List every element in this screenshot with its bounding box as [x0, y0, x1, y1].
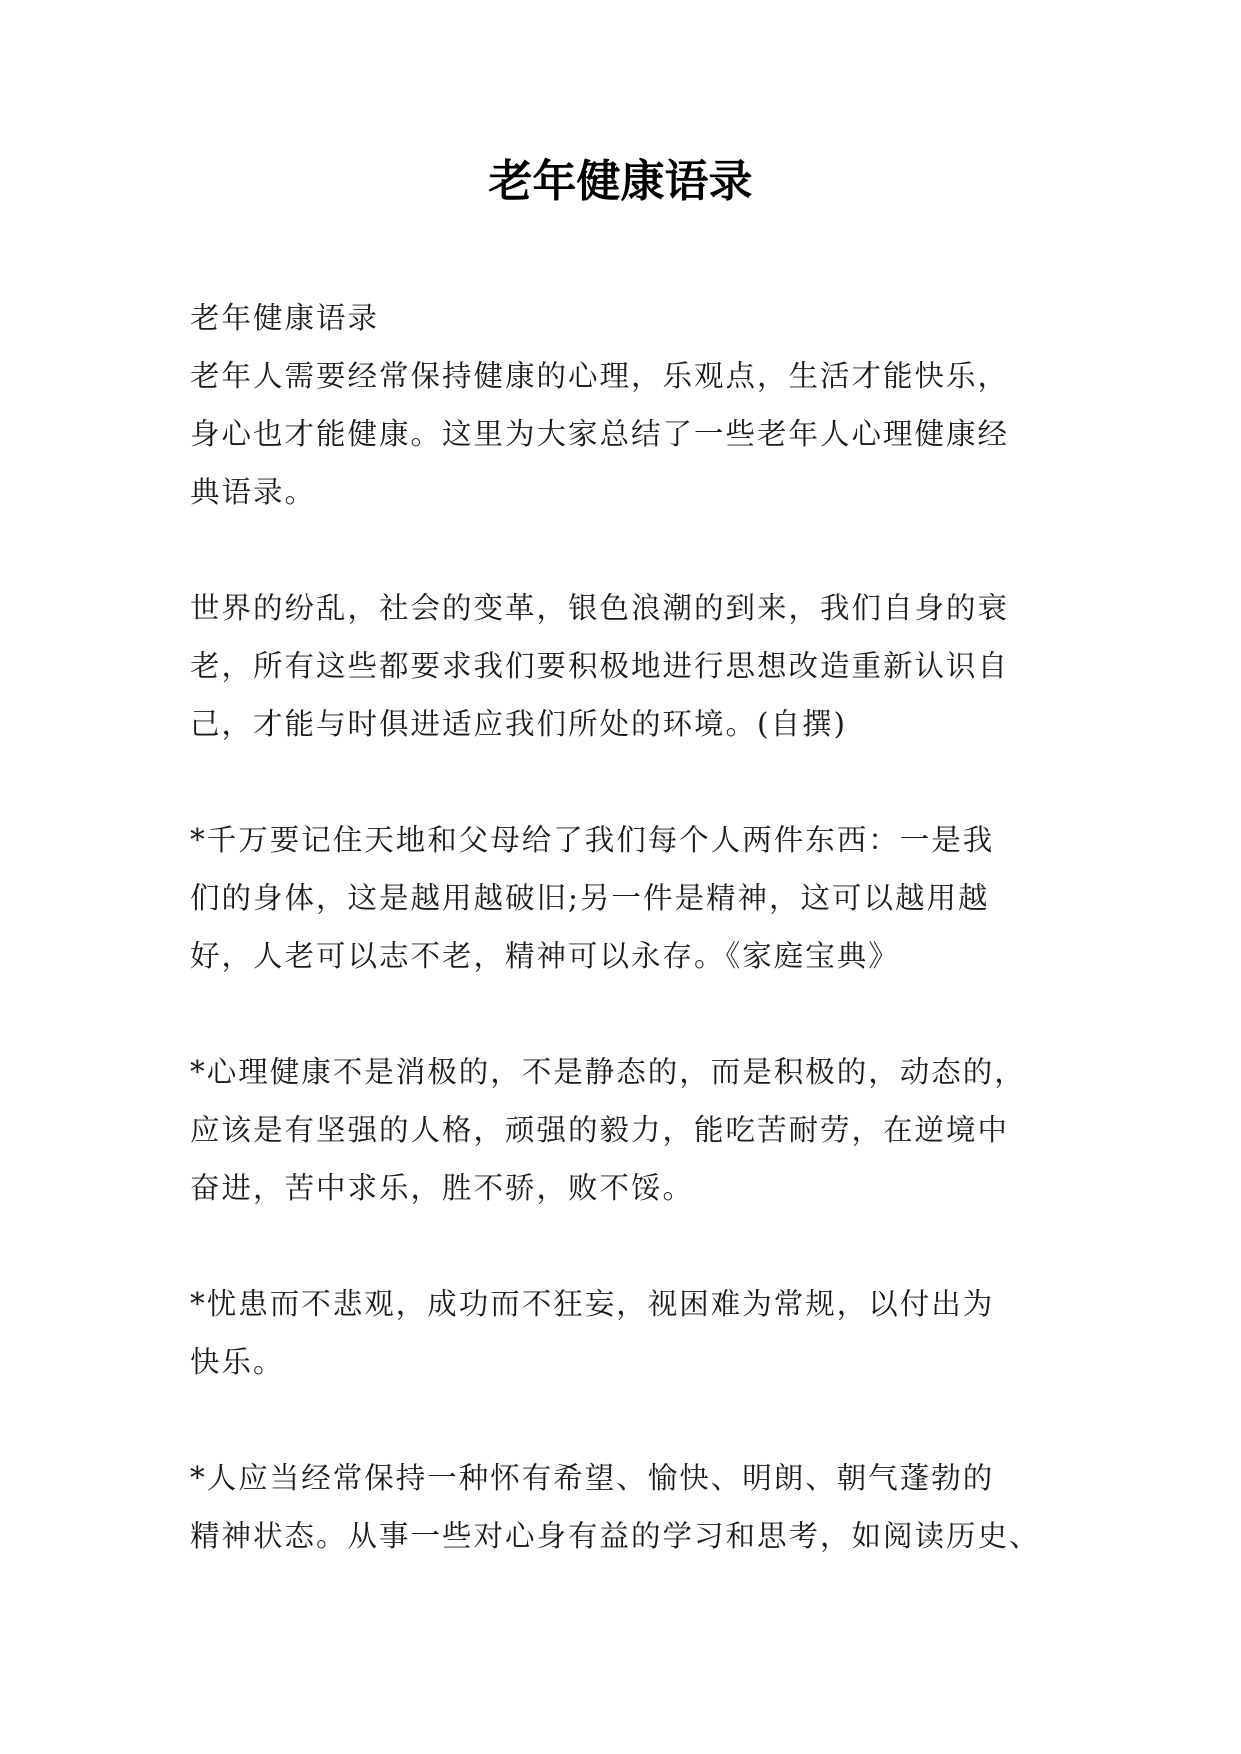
text-line: 老年人需要经常保持健康的心理，乐观点，生活才能快乐， [190, 359, 1010, 393]
paragraph-intro [190, 347, 1070, 521]
paragraph-quote [190, 811, 1070, 985]
text-line: 好，人老可以志不老，精神可以永存。《家庭宝典》 [190, 939, 900, 973]
paragraph-gap [190, 985, 1070, 1043]
paragraph-quote [190, 579, 1070, 753]
text-line: 精神状态。从事一些对心身有益的学习和思考，如阅读历史、 [190, 1519, 1041, 1553]
paragraph-gap [190, 521, 1070, 579]
text-line: *忧患而不悲观，成功而不狂妄，视困难为常规，以付出为 [190, 1287, 995, 1321]
text-line: 们的身体，这是越用越破旧;另一件是精神，这可以越用越 [190, 881, 990, 915]
text-line: 奋进，苦中求乐，胜不骄，败不馁。 [190, 1171, 695, 1205]
paragraph-quote [190, 1449, 1070, 1565]
text-line: 身心也才能健康。这里为大家总结了一些老年人心理健康经 [190, 417, 1010, 451]
text-line: *人应当经常保持一种怀有希望、愉快、明朗、朝气蓬勃的 [190, 1461, 995, 1495]
text-line: 应该是有坚强的人格，顽强的毅力，能吃苦耐劳，在逆境中 [190, 1113, 1010, 1147]
text-line: 老年健康语录 [190, 301, 380, 335]
paragraph-quote [190, 1275, 1070, 1391]
paragraph-quote [190, 1043, 1070, 1217]
text-line: 老，所有这些都要求我们要积极地进行思想改造重新认识自 [190, 649, 1010, 683]
paragraph-gap [190, 1217, 1070, 1275]
text-line: 典语录。 [190, 475, 317, 509]
text-line: *千万要记住天地和父母给了我们每个人两件东西：一是我 [190, 823, 995, 857]
text-line: *心理健康不是消极的，不是静态的，而是积极的，动态的， [190, 1055, 1026, 1089]
document-body [190, 289, 1070, 1565]
text-line: 世界的纷乱，社会的变革，银色浪潮的到来，我们自身的衰 [190, 591, 1010, 625]
text-line: 己，才能与时俱进适应我们所处的环境。(自撰) [190, 707, 848, 741]
paragraph-gap [190, 753, 1070, 811]
text-line: 快乐。 [190, 1345, 285, 1379]
paragraph-gap [190, 1391, 1070, 1449]
document-title: 老年健康语录 [488, 156, 753, 207]
paragraph-heading [190, 289, 1070, 347]
